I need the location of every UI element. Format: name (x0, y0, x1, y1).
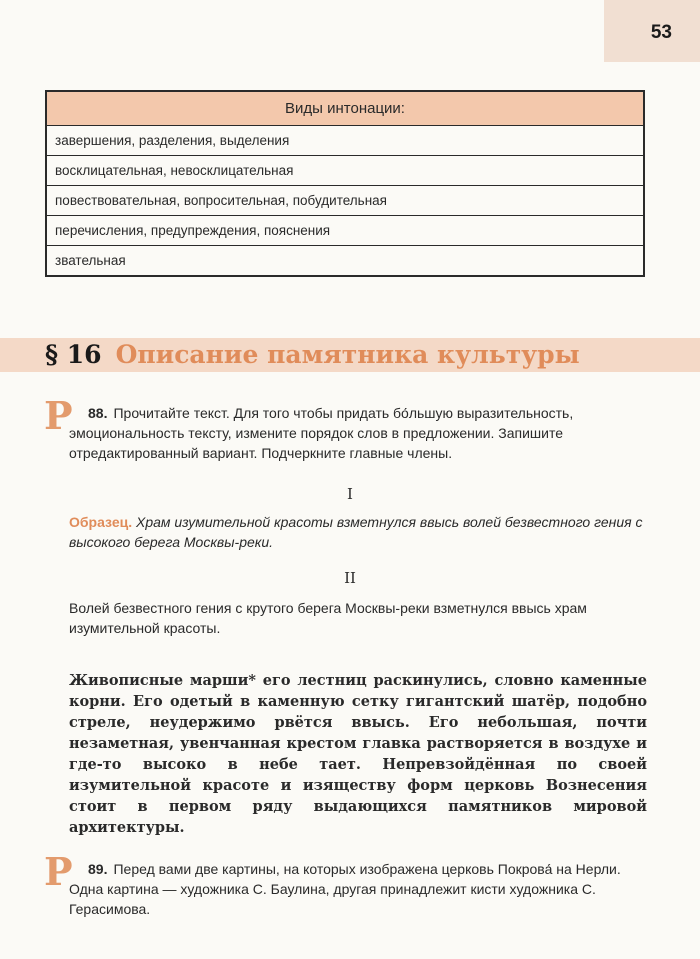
sample-label: Образец. (69, 514, 133, 530)
exercise-marker-icon: Р (44, 849, 73, 894)
exercise-marker-icon: Р (44, 393, 73, 438)
exercise-88-task (69, 403, 649, 463)
table-row: повествовательная, вопросительная, побудительная (47, 186, 643, 216)
section-title: Описание памятника культуры (115, 340, 580, 369)
exercise-89-task (69, 859, 649, 919)
exercise-text: Прочитайте текст. Для того чтобы придать бо́льшую выразительность, эмоциональность тексту, измените порядок слов в предложении. Запишите отредактированный вариант. Подчеркните главные члены. (69, 405, 574, 461)
exercise-number: 89. (88, 861, 108, 877)
table-row: восклицательная, невосклицательная (47, 156, 643, 186)
sample-text: Храм изумительной красоты взметнулся ввысь волей безвестного гения с высокого берега Москвы-реки. (69, 514, 643, 550)
table-header: Виды интонации: (47, 92, 643, 126)
intonation-table (45, 90, 645, 277)
section-heading (45, 338, 580, 372)
part-ii-text: Волей безвестного гения с крутого берега Москвы-реки взметнулся ввысь храм изумительной красоты. (69, 600, 587, 636)
sample-paragraph (69, 512, 649, 552)
part-label-i: I (347, 485, 353, 503)
part-label-ii: II (344, 569, 356, 587)
table-row: завершения, разделения, выделения (47, 126, 643, 156)
main-text: Живописные марши* его лестниц раскинулись, словно каменные корни. Его одетый в каменную сетку гигантский шатёр, подобно стреле, неудержимо рвётся ввысь. Его небольшая, почти незаметная, увенчанная крестом главка растворяется в воздухе и где-то высоко в небе тает. Непревзойдённая по своей изумительной красоте и изяществу форм церковь Вознесения стоит в первом ряду выдающихся памятников мировой архитектуры. (69, 672, 647, 836)
section-number: § 16 (45, 340, 102, 369)
table-row: звательная (55, 253, 126, 268)
exercise-text: Перед вами две картины, на которых изображена церковь Покрова́ на Нерли. Одна картина — художника С. Баулина, другая принадлежит кисти художника С. Герасимова. (69, 861, 621, 917)
exercise-number: 88. (88, 405, 108, 421)
table-row: перечисления, предупреждения, пояснения (47, 216, 643, 246)
page-number: 53 (650, 22, 672, 43)
